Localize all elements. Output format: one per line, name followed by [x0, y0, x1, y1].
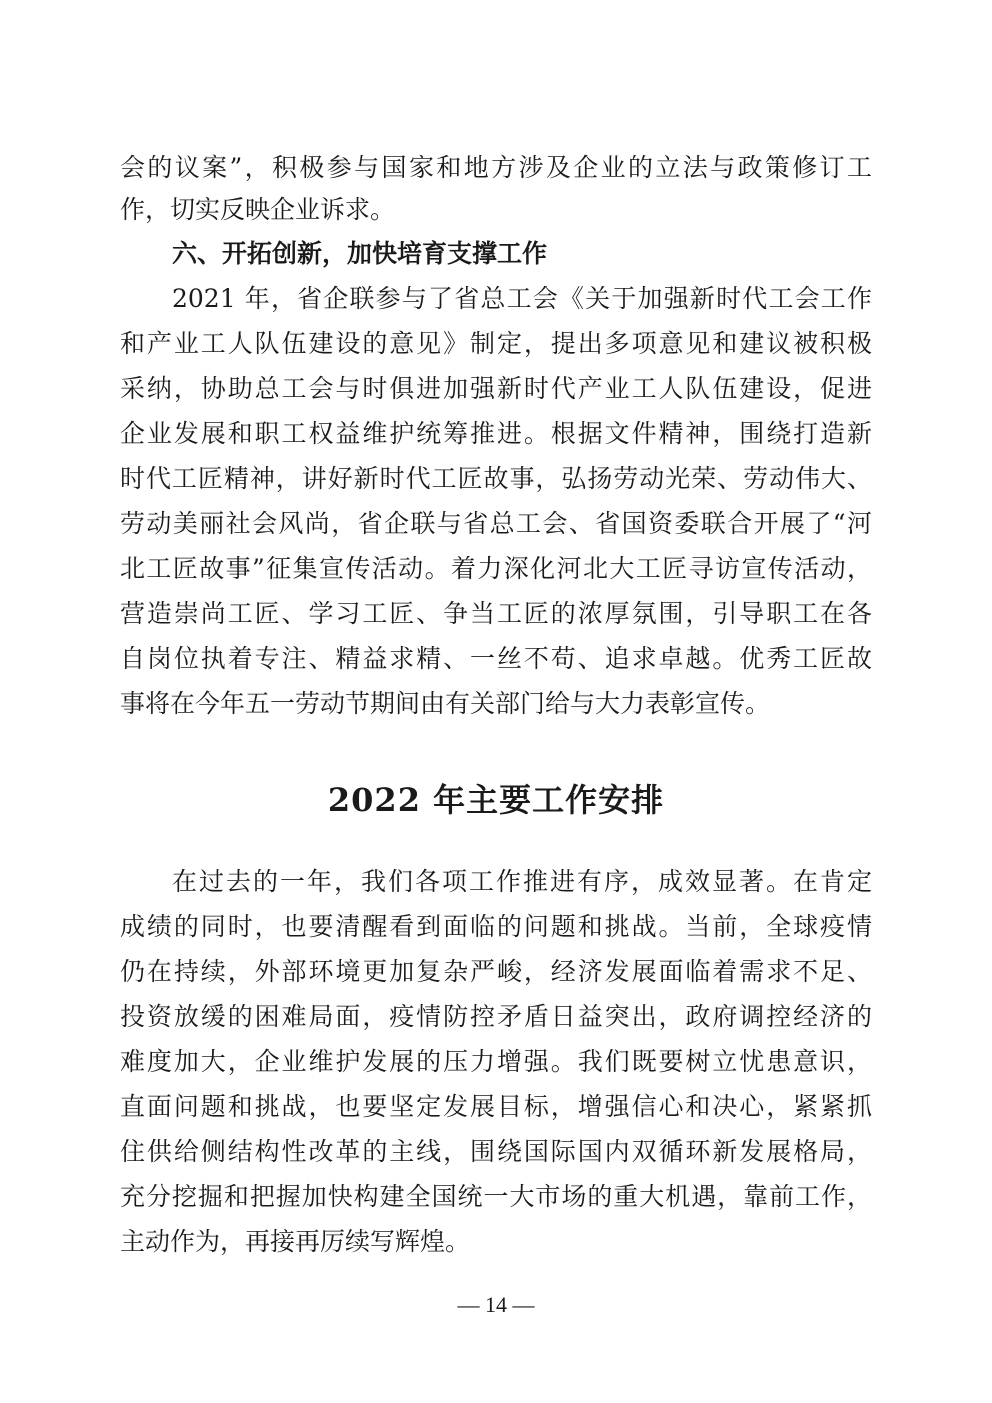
section-title: 2022 年主要工作安排 [327, 781, 665, 819]
body-text-line: 作，切实反映企业诉求。 [120, 195, 396, 224]
body-text-line: 主动作为，再接再厉续写辉煌。 [120, 1227, 471, 1256]
body-text-line: 会的议案”，积极参与国家和地方涉及企业的立法与政策修订工 [120, 153, 872, 182]
body-text-line: 在过去的一年，我们各项工作推进有序，成效显著。在肯定 [172, 867, 872, 896]
section-heading: 六、开拓创新，加快培育支撑工作 [172, 239, 548, 268]
body-text-line: 劳动美丽社会风尚，省企联与省总工会、省国资委联合开展了“河 [120, 509, 872, 538]
body-text-line: 2021 年，省企联参与了省总工会《关于加强新时代工会工作 [172, 284, 872, 313]
body-text-line: 营造崇尚工匠、学习工匠、争当工匠的浓厚氛围，引导职工在各 [120, 599, 872, 628]
body-text-line: 难度加大，企业维护发展的压力增强。我们既要树立忧患意识， [120, 1047, 872, 1076]
body-text-line: 自岗位执着专注、精益求精、一丝不苟、追求卓越。优秀工匠故 [120, 644, 872, 673]
body-text-line: 事将在今年五一劳动节期间由有关部门给与大力表彰宣传。 [120, 689, 771, 718]
body-text-line: 企业发展和职工权益维护统筹推进。根据文件精神，围绕打造新 [120, 419, 872, 448]
body-text-line: 北工匠故事”征集宣传活动。着力深化河北大工匠寻访宣传活动， [120, 554, 872, 583]
body-text-line: 直面问题和挑战，也要坚定发展目标，增强信心和决心，紧紧抓 [120, 1092, 872, 1121]
body-text-line: 时代工匠精神，讲好新时代工匠故事，弘扬劳动光荣、劳动伟大、 [120, 464, 872, 493]
body-text-line: 投资放缓的困难局面，疫情防控矛盾日益突出，政府调控经济的 [120, 1002, 872, 1031]
body-text-line: 充分挖掘和把握加快构建全国统一大市场的重大机遇，靠前工作， [120, 1182, 872, 1211]
body-text-line: 住供给侧结构性改革的主线，围绕国际国内双循环新发展格局， [120, 1137, 872, 1166]
body-text-line: 采纳，协助总工会与时俱进加强新时代产业工人队伍建设，促进 [120, 374, 872, 403]
body-text-line: 仍在持续，外部环境更加复杂严峻，经济发展面临着需求不足、 [120, 957, 872, 986]
body-text-line: 和产业工人队伍建设的意见》制定，提出多项意见和建议被积极 [120, 329, 872, 358]
body-text-line: 成绩的同时，也要清醒看到面临的问题和挑战。当前，全球疫情 [120, 912, 872, 941]
page-number: — 14 — [457, 1292, 535, 1317]
